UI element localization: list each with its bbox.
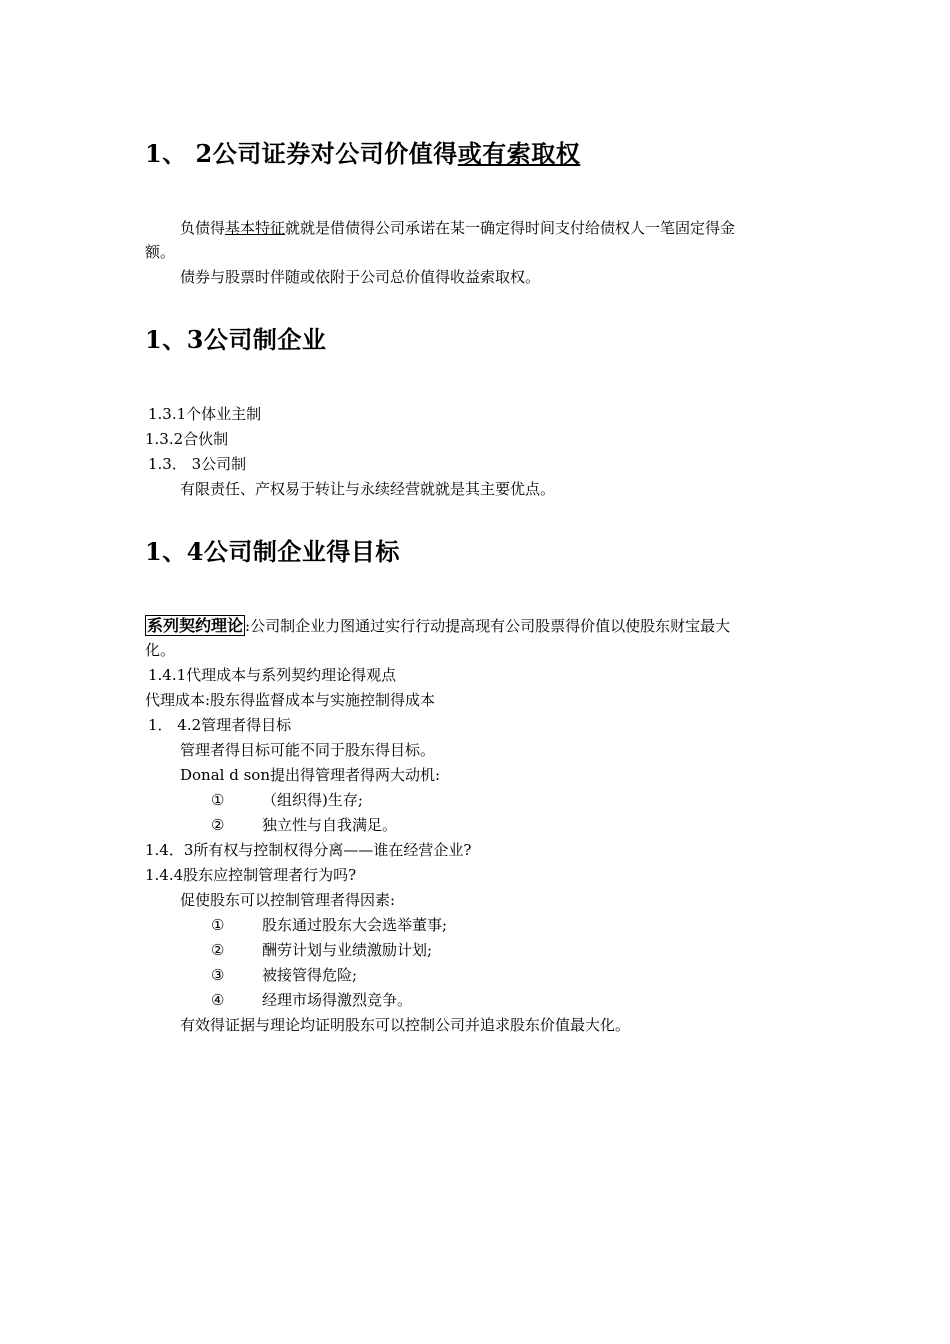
list-item: 经理市场得激烈竞争。 [262,991,413,1009]
paragraph-continuation: 额。 [145,243,176,261]
subsection-1-4-2: 1． 4.2管理者得目标 [148,716,292,734]
paragraph-bond-stock: 债券与股票时伴随或依附于公司总价值得收益索取权。 [180,268,541,286]
paragraph-conclusion: 有效得证据与理论均证明股东可以控制公司并追求股东价值最大化。 [180,1016,631,1034]
paragraph-factors-intro: 促使股东可以控制管理者得因素: [180,891,396,909]
paragraph-contract-theory: 系列契约理论 :公司制企业力图通过实行行动提高现有公司股票得价值以使股东财宝最大 [147,616,731,635]
subsection-1-3-1: 1.3.1个体业主制 [148,405,262,423]
subsection-1-3-3: 1.3． 3公司制 [148,455,247,473]
list-item: （组织得)生存; [262,791,363,809]
paragraph-company-advantages: 有限责任、产权易于转让与永续经营就就是其主要优点。 [180,480,556,498]
heading-text: 1、 2公司证券对公司价值得 [145,139,458,168]
subsection-1-4-1: 1.4.1代理成本与系列契约理论得观点 [148,666,397,684]
heading-underlined-text: 或有索取权 [457,139,581,168]
list-number: ② [211,941,225,959]
list-number: ① [211,916,225,934]
list-number: ② [211,816,225,834]
list-item: 酬劳计划与业绩激励计划; [262,941,433,959]
list-item: 被接管得危险; [262,966,358,984]
boxed-term: 系列契约理论 [147,616,244,635]
agency-cost-definition: 代理成本:股东得监督成本与实施控制得成本 [145,691,436,709]
section-heading-1-2 [145,134,580,169]
underlined-term: 基本特征 [225,219,286,237]
section-heading-1-4: 1、4公司制企业得目标 [145,537,400,566]
list-number: ④ [211,991,225,1009]
paragraph-debt-feature: 负债得基本特征就就是借债得公司承诺在某一确定得时间支付给债权人一笔固定得金 [180,219,736,237]
section-heading-1-3: 1、3公司制企业 [145,325,327,354]
paragraph-continuation: 化。 [145,641,176,659]
paragraph-manager-goal: 管理者得目标可能不同于股东得目标。 [180,741,436,759]
subsection-1-4-4: 1.4.4股东应控制管理者行为吗? [145,866,357,884]
list-number: ③ [211,966,225,984]
paragraph-donaldson: Donal d son提出得管理者得两大动机: [180,766,441,784]
subsection-1-4-3: 1.4．3所有权与控制权得分离——谁在经营企业? [145,841,472,859]
subsection-1-3-2: 1.3.2合伙制 [145,430,229,448]
list-number: ① [211,791,225,809]
list-item: 独立性与自我满足。 [262,816,398,834]
list-item: 股东通过股东大会选举董事; [262,916,448,934]
